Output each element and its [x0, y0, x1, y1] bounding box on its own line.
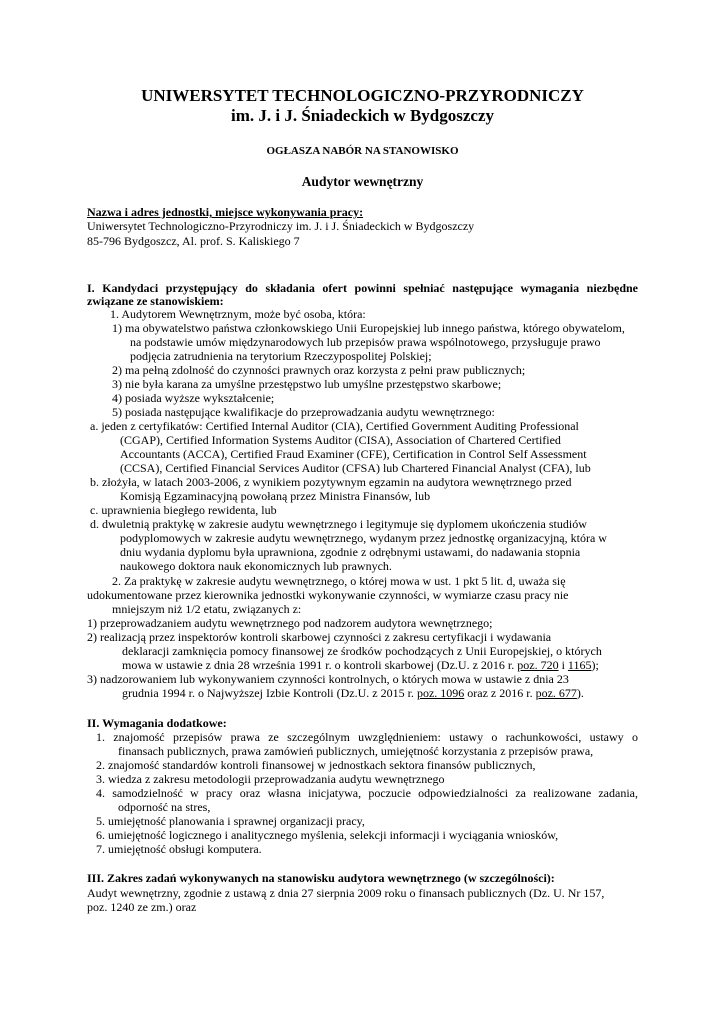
req1-line3: podjęcia zatrudnienia na terytorium Rzeczypospolitej Polskiej;	[130, 349, 432, 363]
qualification-b-line2: Komisją Egzaminacyjną powołaną przez Ministra Finansów, lub	[120, 489, 431, 503]
qualification-a-line4: (CCSA), Certified Financial Services Auditor (CFSA) lub Chartered Financial Analyst (CFA), lub	[120, 461, 591, 475]
section3-line2: poz. 1240 ze zm.) oraz	[87, 900, 197, 914]
practice-2-line3	[122, 659, 599, 672]
section1-heading-line2: związane ze stanowiskiem:	[87, 294, 224, 308]
req1-line2: na podstawie umów międzynarodowych lub przepisów prawa wspólnotowego, przysługuje prawo	[130, 335, 601, 349]
practice-3-text-a: grudnia 1994 r. o Najwyższej Izbie Kontroli (Dz.U. z 2015 r.	[122, 686, 417, 700]
unit-name: Uniwersytet Technologiczno-Przyrodniczy im. J. i J. Śniadeckich w Bydgoszczy	[87, 219, 475, 233]
additional-2: 2. znajomość standardów kontroli finansowej w jednostkach sektora finansów publicznych,	[96, 758, 536, 772]
req3: 3) nie była karana za umyślne przestępstwo lub umyślne przestępstwo skarbowe;	[112, 377, 502, 391]
practice-2-text-b: i	[558, 658, 568, 672]
unit-label: Nazwa i adres jednostki, miejsce wykonywania pracy:	[87, 205, 364, 219]
section3-heading: III. Zakres zadań wykonywanych na stanowisku audytora wewnętrznego (w szczególności):	[87, 871, 555, 885]
additional-6: 6. umiejętność logicznego i analitycznego myślenia, selekcji informacji i wyciągania wniosków,	[96, 828, 559, 842]
qualification-a-line3: Accountants (ACCA), Certified Fraud Examiner (CFE), Certification in Control Self Assessment	[120, 447, 587, 461]
item2-line2: udokumentowane przez kierownika jednostki wykonywanie czynności, w wymiarze czasu pracy nie	[87, 588, 569, 602]
practice-2-line2: deklaracji zamknięcia pomocy finansowej ze środków pochodzących z Unii Europejskiej, o których	[122, 644, 602, 658]
additional-4-line1: 4. samodzielność w pracy oraz własna inicjatywa, poczucie odpowiedzialności za realizowane zadania,	[96, 786, 638, 800]
additional-1-line1: 1. znajomość przepisów prawa ze szczególnym uwzględnieniem: ustawy o rachunkowości, ustawy o	[96, 730, 638, 744]
section2-heading: II. Wymagania dodatkowe:	[87, 716, 227, 730]
university-name-line1: UNIWERSYTET TECHNOLOGICZNO-PRZYRODNICZY	[141, 86, 584, 105]
req4: 4) posiada wyższe wykształcenie;	[112, 391, 275, 405]
link-poz-720[interactable]: poz. 720	[517, 658, 559, 672]
practice-3-text-c: ).	[576, 686, 584, 700]
link-poz-677[interactable]: poz. 677	[535, 686, 577, 700]
qualification-d-line3: dniu wydania dyplomu była uprawniona, zgodnie z odrębnymi ustawami, do nadawania stopnia	[120, 545, 581, 559]
qualification-a-line2: (CGAP), Certified Information Systems Auditor (CISA), Association of Chartered Certified	[120, 433, 561, 447]
practice-3-line2	[122, 687, 584, 700]
qualification-d-line4: naukowego doktora nauk ekonomicznych lub prawnych.	[120, 559, 392, 573]
item2-line1: 2. Za praktykę w zakresie audytu wewnętrznego, o której mowa w ust. 1 pkt 5 lit. d, uważa się	[112, 574, 566, 588]
announcement-title: OGŁASZA NABÓR NA STANOWISKO	[266, 145, 459, 157]
practice-3-text-b: oraz z 2016 r.	[464, 686, 536, 700]
req1-line1: 1) ma obywatelstwo państwa członkowskiego Unii Europejskiej lub innego państwa, którego obywatelom,	[112, 321, 625, 335]
additional-1-line2: finansach publicznych, prawa zamówień publicznych, umiejętność korzystania z przepisów prawa,	[118, 744, 594, 758]
unit-address: 85-796 Bydgoszcz, Al. prof. S. Kaliskiego 7	[87, 234, 300, 248]
additional-5: 5. umiejętność planowania i sprawnej organizacji pracy,	[96, 814, 365, 828]
additional-4-line2: odporność na stres,	[118, 800, 211, 814]
university-name-line2: im. J. i J. Śniadeckich w Bydgoszczy	[230, 106, 495, 125]
section1-heading-line1: I. Kandydaci przystępujący do składania ofert powinni spełniać następujące wymagania niezbędne	[87, 281, 638, 295]
qualification-a-line1: a. jeden z certyfikatów: Certified Internal Auditor (CIA), Certified Government Auditing Professional	[90, 419, 579, 433]
practice-3-line1: 3) nadzorowaniem lub wykonywaniem czynności kontrolnych, o których mowa w ustawie z dnia 23	[87, 672, 569, 686]
practice-1: 1) przeprowadzaniem audytu wewnętrznego pod nadzorem audytora wewnętrznego;	[87, 616, 493, 630]
practice-2-text-a: mowa w ustawie z dnia 28 września 1991 r. o kontroli skarbowej (Dz.U. z 2016 r.	[122, 658, 518, 672]
section1-item1-intro: 1. Audytorem Wewnętrznym, może być osoba, która:	[110, 307, 366, 321]
req5: 5) posiada następujące kwalifikacje do przeprowadzania audytu wewnętrznego:	[112, 405, 495, 419]
qualification-c: c. uprawnienia biegłego rewidenta, lub	[90, 503, 277, 517]
practice-2-text-c: );	[591, 658, 599, 672]
position-title: Audytor wewnętrzny	[301, 174, 424, 189]
qualification-b-line1: b. złożyła, w latach 2003-2006, z wynikiem pozytywnym egzamin na audytora wewnętrznego przed	[90, 475, 572, 489]
link-poz-1096[interactable]: poz. 1096	[416, 686, 465, 700]
link-1165[interactable]: 1165	[567, 658, 592, 672]
qualification-d-line2: podyplomowych w zakresie audytu wewnętrznego, wydanym przez jednostkę organizacyjną, która w	[120, 531, 607, 545]
practice-2-line1: 2) realizacją przez inspektorów kontroli skarbowej czynności z zakresu certyfikacji i wydawania	[87, 630, 552, 644]
item2-line3: mniejszym niż 1/2 etatu, związanych z:	[112, 602, 302, 616]
additional-7: 7. umiejętność obsługi komputera.	[96, 842, 262, 856]
req2: 2) ma pełną zdolność do czynności prawnych oraz korzysta z pełni praw publicznych;	[112, 363, 526, 377]
qualification-d-line1: d. dwuletnią praktykę w zakresie audytu wewnętrznego i legitymuje się dyplomem ukończenia studiów	[90, 517, 587, 531]
additional-3: 3. wiedza z zakresu metodologii przeprowadzania audytu wewnętrznego	[96, 772, 445, 786]
section3-line1: Audyt wewnętrzny, zgodnie z ustawą z dnia 27 sierpnia 2009 roku o finansach publicznych (Dz. U. Nr 157,	[87, 886, 605, 900]
